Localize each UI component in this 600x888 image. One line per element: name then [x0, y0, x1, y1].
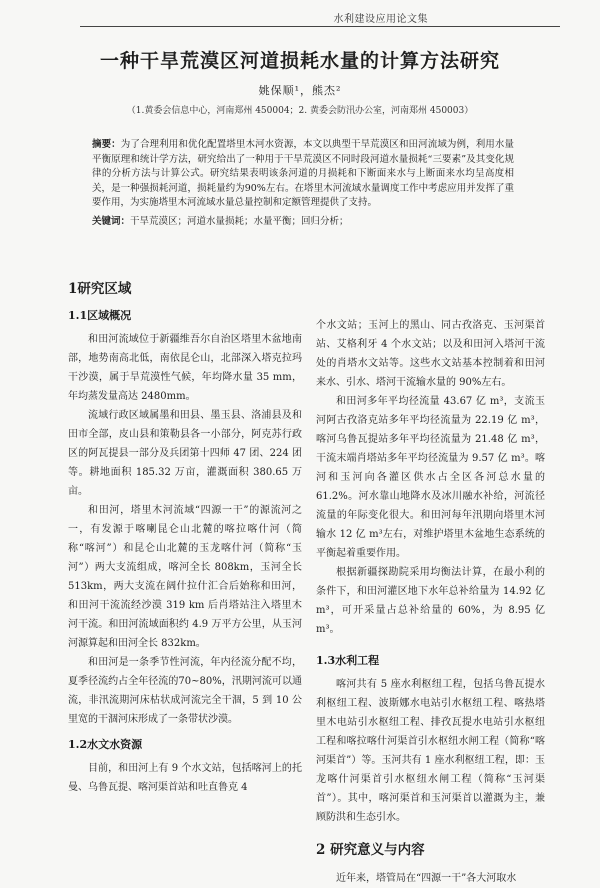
affiliations: （1.黄委会信息中心，河南郑州 450004；2. 黄委会防汛办公室，河南郑州 450003）	[126, 106, 474, 116]
abstract	[92, 138, 514, 211]
section-heading-2: 2 研究意义与内容	[316, 842, 425, 858]
paragraph: 和田河是一条季节性河流，年内径流分配不均，夏季径流约占全年径流的70~80%，汛期河流可以通流，非汛流期河床枯状成河流完全干涸，5 到 10 公里宽的干涸河床形成了一条带状沙漠。	[68, 657, 302, 725]
authors: 姚保顺¹，熊杰²	[258, 84, 342, 97]
paragraph: 根据新疆探勘院采用均衡法计算，在最小利的条件下，和田河灌区地下水年总补给量为 14.92 亿 m³，可开采量占总补给量的 60%，为 8.95 亿 m³。	[316, 567, 545, 635]
header-rule	[80, 26, 560, 27]
paragraph: 和田河，塔里木河流域“四源一干”的源流河之一，有发源于喀喇昆仑山北麓的喀拉喀什河（简称“喀河”）和昆仑山北麓的玉龙喀什河（简称“玉河”）两大支流组成，喀河全长 808km，玉河全长 513km，两大支流在阔什拉什汇合后始称和田河，和田河干流流经沙漠 319 km 后肖塔站注入塔里木河干流。和田河流域面积约 4.9 万平方公里，从玉河河源算起和田河全长 832km。	[68, 505, 302, 649]
paragraph: 喀河共有 5 座水利枢纽工程，包括乌鲁瓦提水利枢纽工程、波斯娜水电站引水枢纽工程、喀热塔里木电站引水枢纽工程、排孜瓦提水电站引水枢纽工程和喀拉喀什河渠首引水枢纽水闸工程（简称“喀河渠首”）等。玉河共有 1 座水利枢纽工程，即：玉龙喀什河渠首引水枢纽水闸工程（简称“玉河渠首”）。其中，喀河渠首和玉河渠首以灌溉为主，兼顾防洪和生态引水。	[316, 679, 545, 823]
paper-title: 一种干旱荒漠区河道损耗水量的计算方法研究	[99, 50, 500, 72]
paragraph: 目前，和田河上有 9 个水文站，包括喀河上的托曼、乌鲁瓦提、喀河渠首站和吐直鲁克 4	[68, 763, 302, 793]
paragraph: 流域行政区域属墨和田县、墨玉县、洛浦县及和田市全部，皮山县和策勒县各一小部分，阿克苏行政区的阿瓦提县一部分及兵团第十四师 47 团、224 团等。耕地面积 185.32 万亩，灌溉面积 380.65 万亩。	[68, 410, 302, 497]
paragraph: 个水文站；玉河上的黑山、同古孜洛克、玉河渠首站、艾格利牙 4 个水文站；以及和田河入塔河干流处的肖塔水文站等。这些水文站基本控制着和田河来水、引水、塔河干流输水量的 90%左右。	[316, 320, 545, 388]
keywords	[92, 215, 514, 229]
keywords-label: 关键词：	[92, 216, 131, 227]
journal-header: 水利建设应用论文集	[333, 14, 428, 25]
subsection-heading-1-1: 1.1区域概况	[68, 309, 132, 322]
left-column	[68, 270, 302, 797]
subsection-heading-1-2: 1.2水文水资源	[68, 738, 143, 751]
paragraph: 近年来，塔管局在“四源一干”各大河取水	[336, 873, 517, 884]
paragraph: 和田河多年平均径流量 43.67 亿 m³，支流玉河阿古孜洛克站多年平均径流量为 22.19 亿 m³，喀河乌鲁瓦提站多年平均径流量为 21.48 亿 m³，干流末端肖塔站多年平均径流量为 9.57 亿 m³。喀河和玉河向各灌区供水占全区各河总水量的 61.2%。河水靠山地降水及冰川融水补给，河流径流量的年际变化很大。和田河每年汛期向塔里木河输水 12 亿 m³左右，对维护塔里木盆地生态系统的平衡起着重要作用。	[316, 396, 545, 559]
abstract-text: 为了合理利用和优化配置塔里木河水资源，本文以典型干旱荒漠区和田河流域为例，利用水量平衡原理和统计学方法，研究给出了一种用于干旱荒漠区不同时段河道水量损耗“三要素”及其变化规律的分析方法与计算公式。研究结果表明该条河道的月损耗和下断面来水与上断面来水均呈高度相关，是一种强损耗河道，损耗量约为90%左右。在塔里木河流域水量调度工作中考虑应用并发挥了重要作用，为实施塔里木河流域水量总量控制和定额管理提供了支持。	[92, 139, 514, 208]
section-heading-1: 1研究区域	[68, 281, 132, 297]
keywords-text: 干旱荒漠区；河道水量损耗；水量平衡；回归分析；	[130, 216, 349, 227]
right-column	[316, 316, 545, 888]
paragraph: 和田河流域位于新疆维吾尔自治区塔里木盆地南部，地势南高北低，南依昆仑山，北部深入塔克拉玛干沙漠，属于旱荒漠性气候，年均降水量 35 mm，年均蒸发量高达 2480mm。	[68, 334, 302, 402]
subsection-heading-1-3: 1.3水利工程	[316, 654, 380, 667]
abstract-label: 摘要：	[92, 139, 121, 150]
